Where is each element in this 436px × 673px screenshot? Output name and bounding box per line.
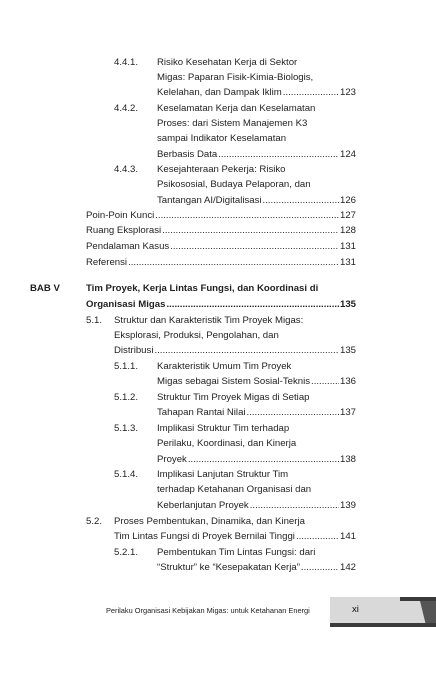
toc-entry[interactable] bbox=[157, 86, 356, 99]
toc-entry[interactable] bbox=[157, 499, 356, 512]
page-ref: 138 bbox=[339, 454, 356, 465]
toc-line: Distribusi bbox=[114, 345, 154, 356]
toc-line: sampai Indikator Keselamatan bbox=[157, 133, 287, 144]
toc-line: Keberlanjutan Proyek bbox=[157, 500, 249, 511]
page-ref: 139 bbox=[339, 500, 356, 511]
toc-label: Referensi bbox=[86, 257, 128, 268]
toc-number: 5.2. bbox=[86, 516, 103, 527]
toc-line: Migas: Paparan Fisik-Kimia-Biologis, bbox=[157, 72, 314, 83]
toc-number: 5.1.2. bbox=[114, 392, 139, 403]
dot-leader bbox=[296, 530, 339, 543]
toc-line: Migas sebagai Sistem Sosial-Teknis bbox=[157, 376, 311, 387]
toc-entry[interactable] bbox=[157, 453, 356, 466]
dot-leader bbox=[154, 344, 339, 357]
toc-line: Kelelahan, dan Dampak Iklim bbox=[157, 87, 282, 98]
dot-leader bbox=[170, 240, 339, 253]
toc-line: terhadap Ketahanan Organisasi dan bbox=[157, 484, 312, 495]
page-ref: 141 bbox=[339, 531, 356, 542]
footer-decoration bbox=[330, 623, 436, 627]
toc-entry-ruang-eksplorasi[interactable] bbox=[86, 224, 356, 237]
page-ref: 136 bbox=[339, 376, 356, 387]
page-ref: 131 bbox=[339, 257, 356, 268]
toc-line: Eksplorasi, Produksi, Pengolahan, dan bbox=[114, 330, 279, 341]
toc-line: Tim Lintas Fungsi di Proyek Bernilai Tinggi bbox=[114, 531, 295, 542]
toc-line: Tahapan Rantai Nilai bbox=[157, 407, 246, 418]
toc-line: Proses: dari Sistem Manajemen K3 bbox=[157, 118, 308, 129]
toc-entry-chapter[interactable] bbox=[86, 298, 356, 311]
toc-number: 5.2.1. bbox=[114, 547, 139, 558]
running-title: Perilaku Organisasi Kebijakan Migas: untuk Ketahanan Energi bbox=[106, 606, 310, 615]
toc-entry-pendalaman-kasus[interactable] bbox=[86, 240, 356, 253]
page-ref: 124 bbox=[339, 149, 356, 160]
toc-entry[interactable] bbox=[114, 530, 356, 543]
page-ref: 142 bbox=[339, 562, 356, 573]
page-ref: 135 bbox=[339, 299, 356, 310]
toc-line: Pembentukan Tim Lintas Fungsi: dari bbox=[157, 547, 316, 558]
toc-line: Keselamatan Kerja dan Keselamatan bbox=[157, 103, 316, 114]
toc-line: Psikososial, Budaya Pelaporan, dan bbox=[157, 179, 311, 190]
toc-number: 4.4.2. bbox=[114, 103, 139, 114]
chapter-title-line: Tim Proyek, Kerja Lintas Fungsi, dan Koordinasi di bbox=[86, 283, 319, 294]
toc-line: Risiko Kesehatan Kerja di Sektor bbox=[157, 57, 298, 68]
toc-line: Kesejahteraan Pekerja: Risiko bbox=[157, 164, 286, 175]
page-ref: 137 bbox=[339, 407, 356, 418]
dot-leader bbox=[128, 256, 339, 269]
toc-label: Ruang Eksplorasi bbox=[86, 225, 162, 236]
toc-number: 5.1.4. bbox=[114, 469, 139, 480]
toc-label: Pendalaman Kasus bbox=[86, 241, 170, 252]
toc-line: Struktur Tim Proyek Migas di Setiap bbox=[157, 392, 310, 403]
dot-leader bbox=[155, 209, 339, 222]
dot-leader bbox=[166, 298, 339, 311]
page-ref: 135 bbox=[339, 345, 356, 356]
dot-leader bbox=[263, 194, 339, 207]
toc-line: Karakteristik Umum Tim Proyek bbox=[157, 361, 292, 372]
toc-entry[interactable] bbox=[157, 148, 356, 161]
toc-entry[interactable] bbox=[157, 375, 356, 388]
dot-leader bbox=[311, 375, 339, 388]
toc-entry-poin-poin-kunci[interactable] bbox=[86, 209, 356, 222]
toc-line: Implikasi Lanjutan Struktur Tim bbox=[157, 469, 289, 480]
toc-label: Poin-Poin Kunci bbox=[86, 210, 155, 221]
toc-number: 5.1.1. bbox=[114, 361, 139, 372]
toc-line: Implikasi Struktur Tim terhadap bbox=[157, 423, 290, 434]
dot-leader bbox=[301, 561, 339, 574]
toc-number: 4.4.1. bbox=[114, 57, 139, 68]
toc-line: Tantangan AI/Digitalisasi bbox=[157, 195, 262, 206]
toc-entry[interactable] bbox=[157, 406, 356, 419]
toc-entry[interactable] bbox=[157, 561, 356, 574]
page-ref: 131 bbox=[339, 241, 356, 252]
toc-entry[interactable] bbox=[157, 194, 356, 207]
toc-line: Berbasis Data bbox=[157, 149, 218, 160]
toc-line: Perilaku, Koordinasi, dan Kinerja bbox=[157, 438, 297, 449]
chapter-title-line: Organisasi Migas bbox=[86, 299, 166, 310]
toc-entry[interactable] bbox=[114, 344, 356, 357]
toc-number: 5.1.3. bbox=[114, 423, 139, 434]
page-ref: 126 bbox=[339, 195, 356, 206]
dot-leader bbox=[283, 86, 339, 99]
footer-decoration bbox=[400, 597, 436, 601]
dot-leader bbox=[218, 148, 339, 161]
toc-line: “Struktur” ke “Kesepakatan Kerja” bbox=[157, 562, 300, 573]
page-ref: 128 bbox=[339, 225, 356, 236]
dot-leader bbox=[247, 406, 339, 419]
toc-line: Struktur dan Karakteristik Tim Proyek Migas: bbox=[114, 315, 304, 326]
toc-line: Proyek bbox=[157, 454, 187, 465]
page-ref: 127 bbox=[339, 210, 356, 221]
toc-line: Proses Pembentukan, Dinamika, dan Kinerja bbox=[114, 516, 305, 527]
page-number: xi bbox=[352, 604, 359, 615]
toc-number: 4.4.3. bbox=[114, 164, 139, 175]
toc-entry-referensi[interactable] bbox=[86, 256, 356, 269]
dot-leader bbox=[188, 453, 339, 466]
chapter-label: BAB V bbox=[30, 283, 60, 294]
page-ref: 123 bbox=[339, 87, 356, 98]
dot-leader bbox=[162, 224, 339, 237]
dot-leader bbox=[250, 499, 339, 512]
toc-number: 5.1. bbox=[86, 315, 103, 326]
